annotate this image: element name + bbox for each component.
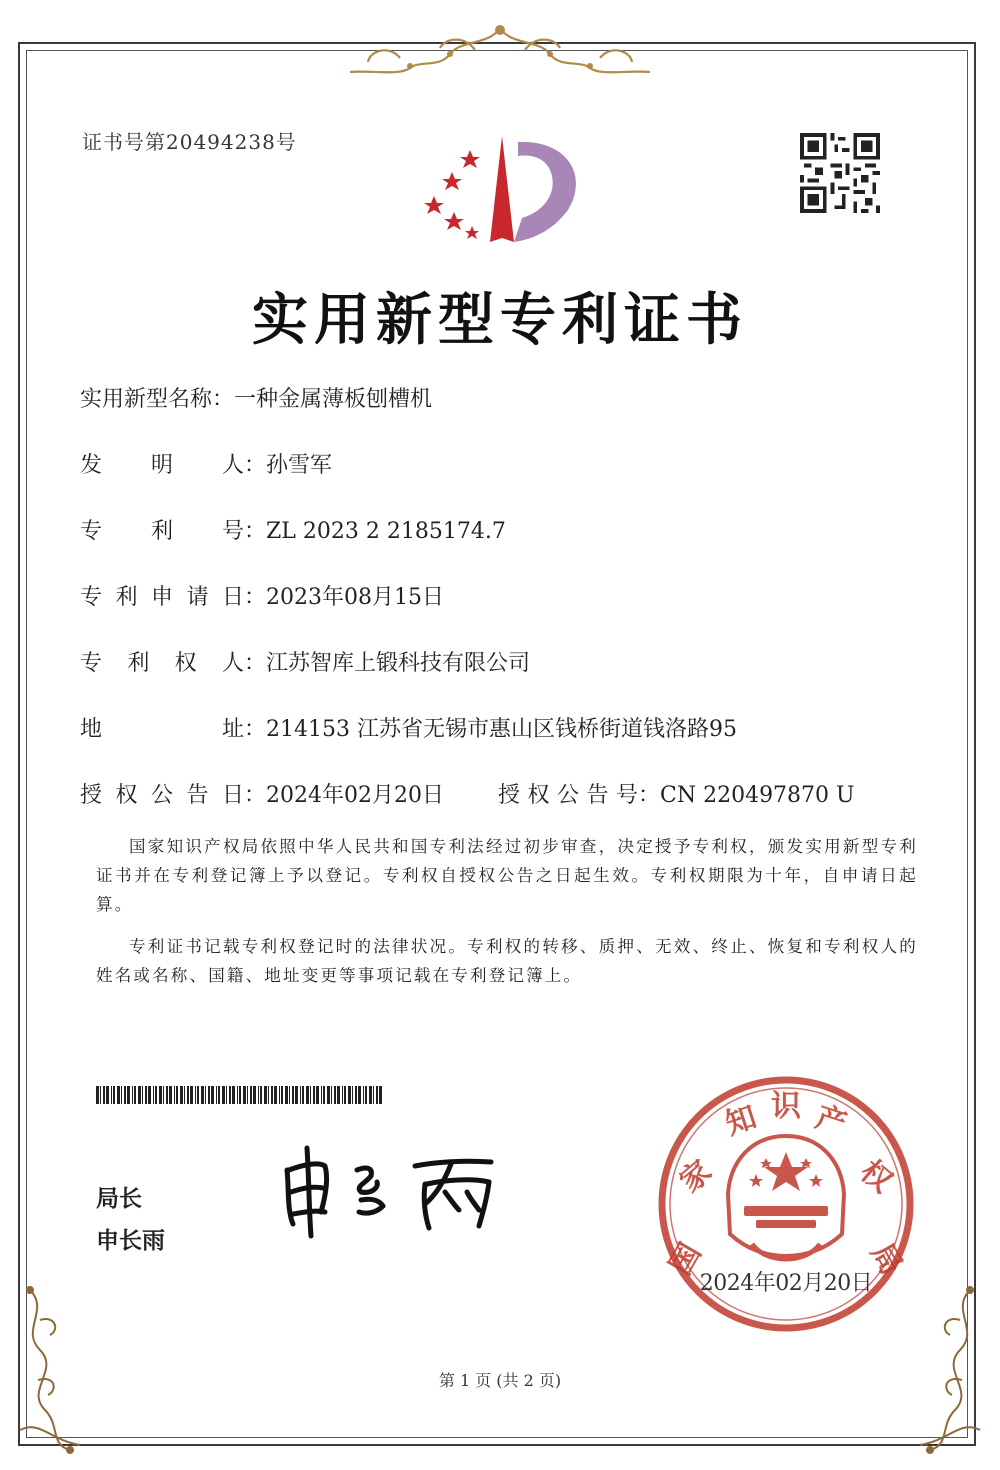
seal-date: 2024年02月20日 bbox=[699, 1271, 873, 1296]
svg-text:国: 国 bbox=[663, 1237, 709, 1281]
field-grant-date-label: 授权公告日 bbox=[80, 783, 244, 808]
field-filing-date-value: ：2023年08月15日 bbox=[244, 585, 444, 610]
signatory-title: 局长 bbox=[96, 1186, 142, 1212]
cnipa-logo-icon bbox=[410, 126, 590, 256]
document-title: 实用新型专利证书 bbox=[252, 288, 748, 353]
barcode-icon bbox=[96, 1086, 386, 1104]
field-filing-date-label: 专利申请日 bbox=[80, 585, 244, 610]
field-grant-no-value: ：CN 220497870 U bbox=[638, 783, 855, 808]
field-grant-no-label: 授权公告号 bbox=[498, 783, 638, 808]
body-paragraph-1: 国家知识产权局依照中华人民共和国专利法经过初步审查，决定授予专利权，颁发实用新型专利证书并在专利登记簿上予以登记。专利权自授权公告之日起生效。专利权期限为十年，自申请日起算。 bbox=[96, 837, 918, 914]
qr-code-icon bbox=[800, 132, 880, 214]
handwritten-signature-icon bbox=[275, 1140, 525, 1240]
svg-text:局: 局 bbox=[863, 1237, 909, 1281]
body-paragraph-2: 专利证书记载专利权登记时的法律状况。专利权的转移、质押、无效、终止、恢复和专利权人的姓名或名称、国籍、地址变更等事项记载在专利登记簿上。 bbox=[96, 937, 918, 985]
field-patentee-label: 专利权人 bbox=[80, 651, 244, 676]
svg-text:知: 知 bbox=[721, 1099, 761, 1143]
field-patent-no-label: 专利号 bbox=[80, 519, 244, 544]
field-name-value: ：一种金属薄板刨槽机 bbox=[212, 387, 433, 412]
top-ornament-icon bbox=[340, 20, 660, 80]
field-name bbox=[80, 382, 432, 413]
svg-text:识: 识 bbox=[771, 1089, 801, 1124]
field-address-value: ：214153 江苏省无锡市惠山区钱桥街道钱洛路95 bbox=[244, 717, 737, 742]
page-footer: 第 1 页 (共 2 页) bbox=[438, 1371, 562, 1390]
field-inventor-label: 发明人 bbox=[80, 453, 244, 478]
field-address-label: 地址 bbox=[80, 717, 244, 742]
svg-text:产: 产 bbox=[811, 1099, 851, 1143]
field-name-label: 实用新型名称 bbox=[80, 387, 213, 412]
certificate-number: 证书号第20494238号 bbox=[82, 130, 297, 154]
field-patentee-value: ：江苏智库上锻科技有限公司 bbox=[244, 651, 531, 676]
field-inventor-value: ：孙雪军 bbox=[244, 453, 333, 478]
field-grant-date-value: ：2024年02月20日 bbox=[244, 783, 444, 808]
svg-text:家: 家 bbox=[673, 1153, 719, 1200]
signatory-name: 申长雨 bbox=[96, 1228, 165, 1254]
field-inventor bbox=[80, 448, 332, 479]
field-patent-no-value: ：ZL 2023 2 2185174.7 bbox=[244, 519, 506, 544]
field-grant-date bbox=[80, 778, 444, 809]
field-patent-no bbox=[80, 514, 506, 545]
field-patentee bbox=[80, 646, 530, 677]
field-grant-no bbox=[498, 778, 855, 809]
svg-text:权: 权 bbox=[853, 1153, 899, 1200]
field-filing-date bbox=[80, 580, 444, 611]
field-address bbox=[80, 712, 737, 743]
